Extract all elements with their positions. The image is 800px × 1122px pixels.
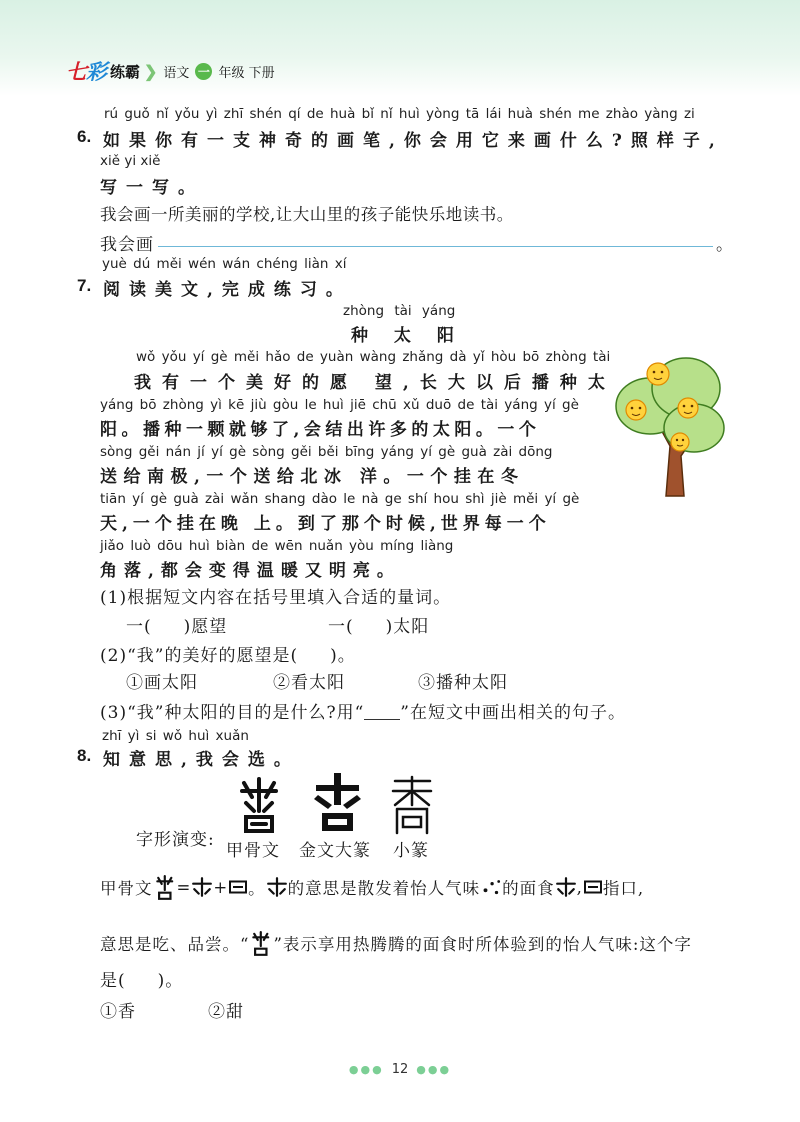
label-bronze-script: 金文大篆 bbox=[299, 841, 371, 861]
oracle-bone-inline-icon bbox=[153, 873, 177, 901]
mouth-glyph-icon-2 bbox=[583, 879, 603, 895]
grain-glyph-icon bbox=[191, 876, 213, 898]
dots-left-icon: ●●● bbox=[348, 1063, 384, 1076]
grade-label: 年级 下册 bbox=[218, 65, 275, 81]
passage-pinyin-5: jiǎo luò dōu huì biàn de wēn nuǎn yòu míng liàng bbox=[100, 538, 454, 554]
q8-answer-blank[interactable]: 是( )。 bbox=[100, 971, 184, 991]
aroma-dots-icon bbox=[480, 876, 502, 898]
q6-answer-line[interactable] bbox=[158, 246, 713, 247]
evolution-label: 字形演变: bbox=[136, 830, 215, 850]
underline-mark bbox=[364, 705, 400, 720]
passage-line-2: 阳。播种一颗就够了,会结出许多的太阳。一个 bbox=[100, 420, 541, 440]
q6-answer-lead: 我会画 bbox=[100, 235, 154, 255]
q7-sub2: (2)“我”的美好的愿望是( )。 bbox=[100, 646, 356, 666]
grade-badge: 一 bbox=[195, 63, 212, 80]
q7-number: 7. bbox=[77, 276, 92, 295]
q6-pinyin-2: xiě yi xiě bbox=[100, 153, 161, 169]
oracle-bone-glyph bbox=[232, 773, 287, 835]
q7-sub3: (3)“我”种太阳的目的是什么?用“ ”在短文中画出相关的句子。 bbox=[100, 703, 626, 723]
subject-label: 语文 bbox=[163, 65, 190, 81]
q7-question: 阅读美文,完成练习。 bbox=[103, 280, 352, 300]
q7-option-2[interactable]: ②看太阳 bbox=[273, 673, 345, 693]
passage-line-1: 我有一个美好的愿 望,长大以后播种太 bbox=[134, 373, 616, 393]
brand-name: 练霸 bbox=[110, 62, 141, 81]
q6-question-2: 写一写。 bbox=[100, 178, 204, 198]
passage-title: 种 太 阳 bbox=[351, 326, 464, 346]
brand-header bbox=[66, 56, 275, 86]
q8-pinyin: zhī yì si wǒ huì xuǎn bbox=[102, 728, 249, 744]
q7-sub1: (1)根据短文内容在括号里填入合适的量词。 bbox=[100, 588, 452, 608]
label-oracle-bone: 甲骨文 bbox=[226, 841, 280, 861]
passage-line-4: 天,一个挂在晚 上。到了那个时候,世界每一个 bbox=[100, 514, 551, 534]
q6-number: 6. bbox=[77, 127, 92, 146]
passage-pinyin-1: wǒ yǒu yí gè měi hǎo de yuàn wàng zhǎng dà yǐ hòu bō zhòng tài bbox=[136, 349, 611, 365]
q8-option-1[interactable]: ①香 bbox=[100, 1002, 136, 1022]
q6-example: 我会画一所美丽的学校,让大山里的孩子能快乐地读书。 bbox=[100, 205, 514, 224]
dots-right-icon: ●●● bbox=[416, 1063, 452, 1076]
passage-line-3: 送给南极,一个送给北冰 洋。一个挂在冬 bbox=[100, 467, 525, 487]
oracle-bone-inline-icon-2 bbox=[249, 929, 273, 957]
page-number: ●●● 12 ●●● bbox=[348, 1062, 452, 1077]
brand-logo: 七彩 bbox=[66, 59, 106, 84]
grain-glyph-icon-2 bbox=[266, 876, 288, 898]
q7-pinyin: yuè dú měi wén wán chéng liàn xí bbox=[102, 256, 347, 272]
bronze-script-glyph bbox=[310, 771, 365, 833]
q8-question: 知意思,我会选。 bbox=[103, 750, 300, 770]
q8-number: 8. bbox=[77, 746, 92, 765]
q8-option-2[interactable]: ②甜 bbox=[208, 1002, 244, 1022]
q7-sub1-blank-a[interactable]: 一( )愿望 bbox=[126, 617, 228, 637]
chevron-right-icon: ❯ bbox=[144, 61, 158, 81]
grain-glyph-icon-3 bbox=[555, 876, 577, 898]
q7-sub1-blank-b[interactable]: 一( )太阳 bbox=[328, 617, 430, 637]
q8-explanation-line-1: 甲骨文 = + 。 的意思是散发着怡人气味 的面食 , 指口, bbox=[100, 872, 644, 902]
mouth-glyph-icon bbox=[228, 879, 248, 895]
passage-line-5: 角落,都会变得温暖又明亮。 bbox=[100, 561, 401, 581]
passage-pinyin-2: yáng bō zhòng yì kē jiù gòu le huì jiē chū xǔ duō de tài yáng yí gè bbox=[100, 397, 579, 413]
q7-option-1[interactable]: ①画太阳 bbox=[126, 673, 198, 693]
passage-pinyin-4: tiān yí gè guà zài wǎn shang dào le nà ge shí hou shì jiè měi yí gè bbox=[100, 491, 580, 507]
passage-pinyin-3: sòng gěi nán jí yí gè sòng gěi běi bīng yáng yí gè guà zài dōng bbox=[100, 444, 553, 460]
q8-explanation-line-2: 意思是吃、品尝。“ ”表示享用热腾腾的面食时所体验到的怡人气味:这个字 bbox=[100, 928, 692, 958]
label-small-seal: 小篆 bbox=[393, 841, 429, 861]
sun-tree-illustration bbox=[614, 346, 726, 498]
passage-title-pinyin: zhòng tài yáng bbox=[343, 303, 456, 319]
q6-answer-end: 。 bbox=[716, 235, 734, 255]
small-seal-glyph bbox=[385, 775, 440, 837]
q6-pinyin: rú guǒ nǐ yǒu yì zhī shén qí de huà bǐ nǐ huì yòng tā lái huà shén me zhào yàng zi bbox=[104, 106, 695, 122]
q7-option-3[interactable]: ③播种太阳 bbox=[418, 673, 508, 693]
q6-question: 如果你有一支神奇的画笔,你会用它来画什么?照样子, bbox=[103, 131, 724, 151]
